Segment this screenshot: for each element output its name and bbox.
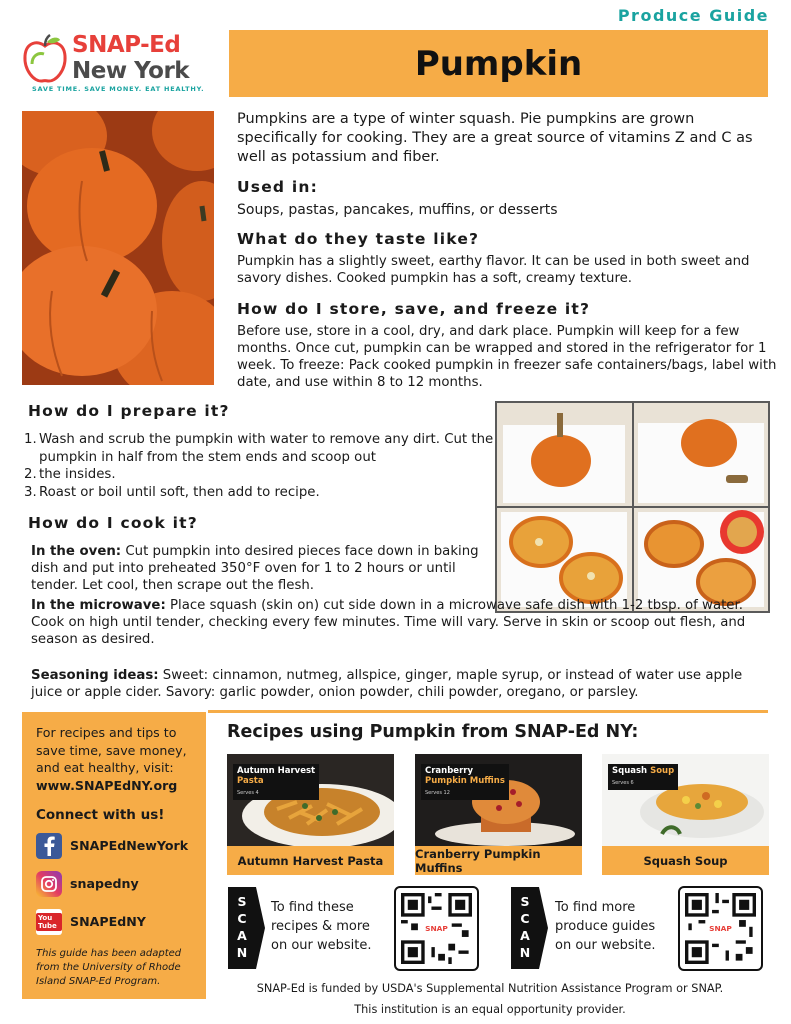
website-link[interactable]: www.SNAPEdNY.org (36, 777, 178, 793)
recipes-heading: Recipes using Pumpkin from SNAP-Ed NY: (227, 722, 639, 742)
scan-tab-recipes (228, 887, 256, 969)
svg-text:SNAP: SNAP (425, 923, 448, 933)
youtube-handle: SNAPEdNY (70, 914, 146, 929)
equal-opportunity-statement: This institution is an equal opportunity provider. (354, 1003, 626, 1016)
pumpkin-stem-removed-photo (634, 403, 769, 506)
facebook-link[interactable] (36, 831, 206, 861)
funding-statement: SNAP-Ed is funded by USDA's Supplemental Nutrition Assistance Program or SNAP. (256, 982, 724, 995)
facebook-icon (36, 833, 62, 859)
scan-tab-produce-guides (511, 887, 539, 969)
recipe-card-autumn-harvest-pasta[interactable] (227, 754, 394, 875)
microwave-instructions: In the microwave: Place squash (skin on) cut side down in a microwave safe dish with 1-2 tbsp. of water. Cook on high until tender, checking every few minutes. Time will vary. Serve in skin or scoop out flesh, and season as desired. (31, 598, 746, 647)
section-divider (208, 710, 768, 713)
scan-arrow-icon (539, 887, 548, 969)
apple-logo-icon (22, 34, 68, 84)
list-item: 2. the insides. (24, 467, 116, 482)
instagram-link[interactable] (36, 869, 206, 899)
scan-letters: S C A N (519, 894, 531, 960)
taste-heading: What do they taste like? (237, 230, 480, 248)
store-text: Before use, store in a cool, dry, and dark place. Pumpkin will keep for a few months. Once cut, pumpkin can be wrapped and stored in the refrigerator for 1 week. To freeze: Pack cooked pumpkin in freezer safe containers/bags, label with date, and use within 8 to 12 months. (237, 324, 777, 390)
prepare-steps (24, 431, 494, 501)
store-heading: How do I store, save, and freeze it? (237, 300, 591, 318)
preparation-photos (495, 401, 770, 613)
recipe-title: Squash Soup (602, 846, 769, 875)
recipe-badge: Squash Soup Serves 6 (608, 764, 678, 790)
recipe-badge: Cranberry Pumpkin Muffins Serves 12 (421, 764, 509, 800)
list-item: 3. Roast or boil until soft, then add to recipe. (24, 484, 320, 500)
scan-arrow-icon (256, 887, 265, 969)
logo-text-snap-ed: SNAP-Ed (72, 32, 181, 58)
adapted-note: This guide has been adapted from the University of Rhode Island SNAP-Ed Program. (36, 947, 182, 987)
halved-pumpkin-photo (497, 508, 632, 611)
roasted-pumpkin-photo (634, 508, 769, 611)
youtube-icon: You Tube (36, 909, 62, 935)
prepare-heading: How do I prepare it? (28, 402, 230, 420)
facebook-handle: SNAPEdNewYork (70, 838, 189, 853)
taste-text: Pumpkin has a slightly sweet, earthy flavor. It can be used in both sweet and savory dishes. Cooked pumpkin has a soft, creamy texture. (237, 254, 750, 286)
snap-ed-logo (22, 32, 222, 98)
recipe-title: Autumn Harvest Pasta (227, 846, 394, 875)
title-bar (229, 30, 768, 97)
oven-instructions: In the oven: Cut pumpkin into desired pieces face down in baking dish and put into preheated 350°F oven for 1 to 2 hours or until tender. Let cool, then scrape out the flesh. (31, 544, 479, 593)
cook-heading: How do I cook it? (28, 514, 198, 532)
youtube-link[interactable] (36, 907, 206, 937)
used-in-heading: Used in: (237, 178, 318, 196)
connect-heading: Connect with us! (36, 806, 165, 823)
scan-letters: S C A N (236, 894, 248, 960)
instagram-icon (36, 871, 62, 897)
sidebar-intro: For recipes and tips to save time, save money, and eat healthy, visit: (36, 725, 187, 775)
sidebar (22, 712, 206, 999)
logo-tagline: SAVE TIME. SAVE MONEY. EAT HEALTHY. (32, 85, 205, 93)
list-item: 1. Wash and scrub the pumpkin with water to remove any dirt. Cut the pumpkin in half from the stem ends and scoop out (24, 432, 494, 465)
recipe-card-cranberry-pumpkin-muffins[interactable] (415, 754, 582, 875)
used-in-text: Soups, pastas, pancakes, muffins, or desserts (237, 202, 558, 218)
qr-code-produce-guides[interactable] (678, 886, 763, 971)
pumpkins-photo (22, 111, 214, 385)
qr-code-recipes[interactable] (394, 886, 479, 971)
recipe-title: Cranberry Pumpkin Muffins (415, 846, 582, 875)
scan-text-recipes: To find these recipes & more on our website. (271, 900, 372, 953)
svg-text:SNAP: SNAP (709, 923, 732, 933)
seasoning-ideas: Seasoning ideas: Sweet: cinnamon, nutmeg, allspice, ginger, maple syrup, or instead of water use apple juice or apple cider. Savory: garlic powder, onion powder, chili powder, oregano, or parsley. (31, 668, 743, 700)
produce-guide-label: Produce Guide (617, 6, 769, 25)
instagram-handle: snapedny (70, 876, 139, 891)
whole-pumpkin-photo (497, 403, 632, 506)
recipe-card-squash-soup[interactable] (602, 754, 769, 875)
scan-text-produce-guides: To find more produce guides on our website. (555, 900, 656, 953)
logo-text-new-york: New York (72, 58, 190, 84)
recipe-badge: Autumn Harvest Pasta Serves 4 (233, 764, 319, 800)
intro-paragraph: Pumpkins are a type of winter squash. Pie pumpkins are grown specifically for cooking. They are a great source of vitamins Z and C as well as potassium and fiber. (237, 111, 753, 165)
page-title: Pumpkin (414, 43, 583, 84)
